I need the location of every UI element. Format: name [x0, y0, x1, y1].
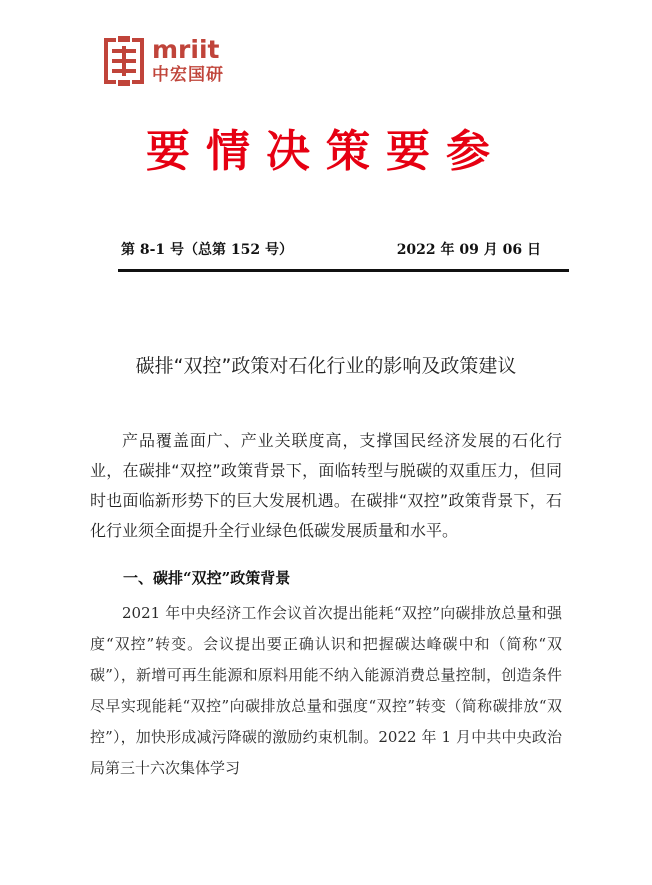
- logo-chinese-name: 中宏国研: [152, 65, 224, 85]
- mriit-logo: [104, 33, 224, 89]
- logo-wordmark: mriit: [152, 35, 220, 64]
- article-title: 碳排“双控”政策对石化行业的影响及政策建议: [135, 355, 517, 377]
- logo-emblem-icon: [104, 36, 144, 86]
- section-heading: 一、碳排“双控”政策背景: [123, 569, 291, 587]
- issue-date: 2022 年 09 月 06 日: [396, 242, 541, 258]
- issue-info-row: [121, 239, 541, 261]
- issue-number: 第 8-1 号（总第 152 号）: [121, 242, 294, 258]
- masthead-title: 要情决策要参: [146, 126, 506, 177]
- intro-paragraph: 产品覆盖面广、产业关联度高，支撑国民经济发展的石化行业，在碳排“双控”政策背景下，面临转型与脱碳的双重压力，但同时也面临新形势下的巨大发展机遇。在碳排“双控”政策背景下，石化行业须全面提升全行业绿色低碳发展质量和水平。: [90, 431, 562, 540]
- header-divider: [118, 269, 569, 272]
- body-paragraph: 2021 年中央经济工作会议首次提出能耗“双控”向碳排放总量和强度“双控”转变。会议提出要正确认识和把握碳达峰碳中和（简称“双碳”），新增可再生能源和原料用能不纳入能源消费总量控制，创造条件尽早实现能耗“双控”向碳排放总量和强度“双控”转变（简称碳排放“双控”），加快形成减污降碳的激励约束机制。2022 年 1 月中共中央政治局第三十六次集体学习: [90, 604, 562, 777]
